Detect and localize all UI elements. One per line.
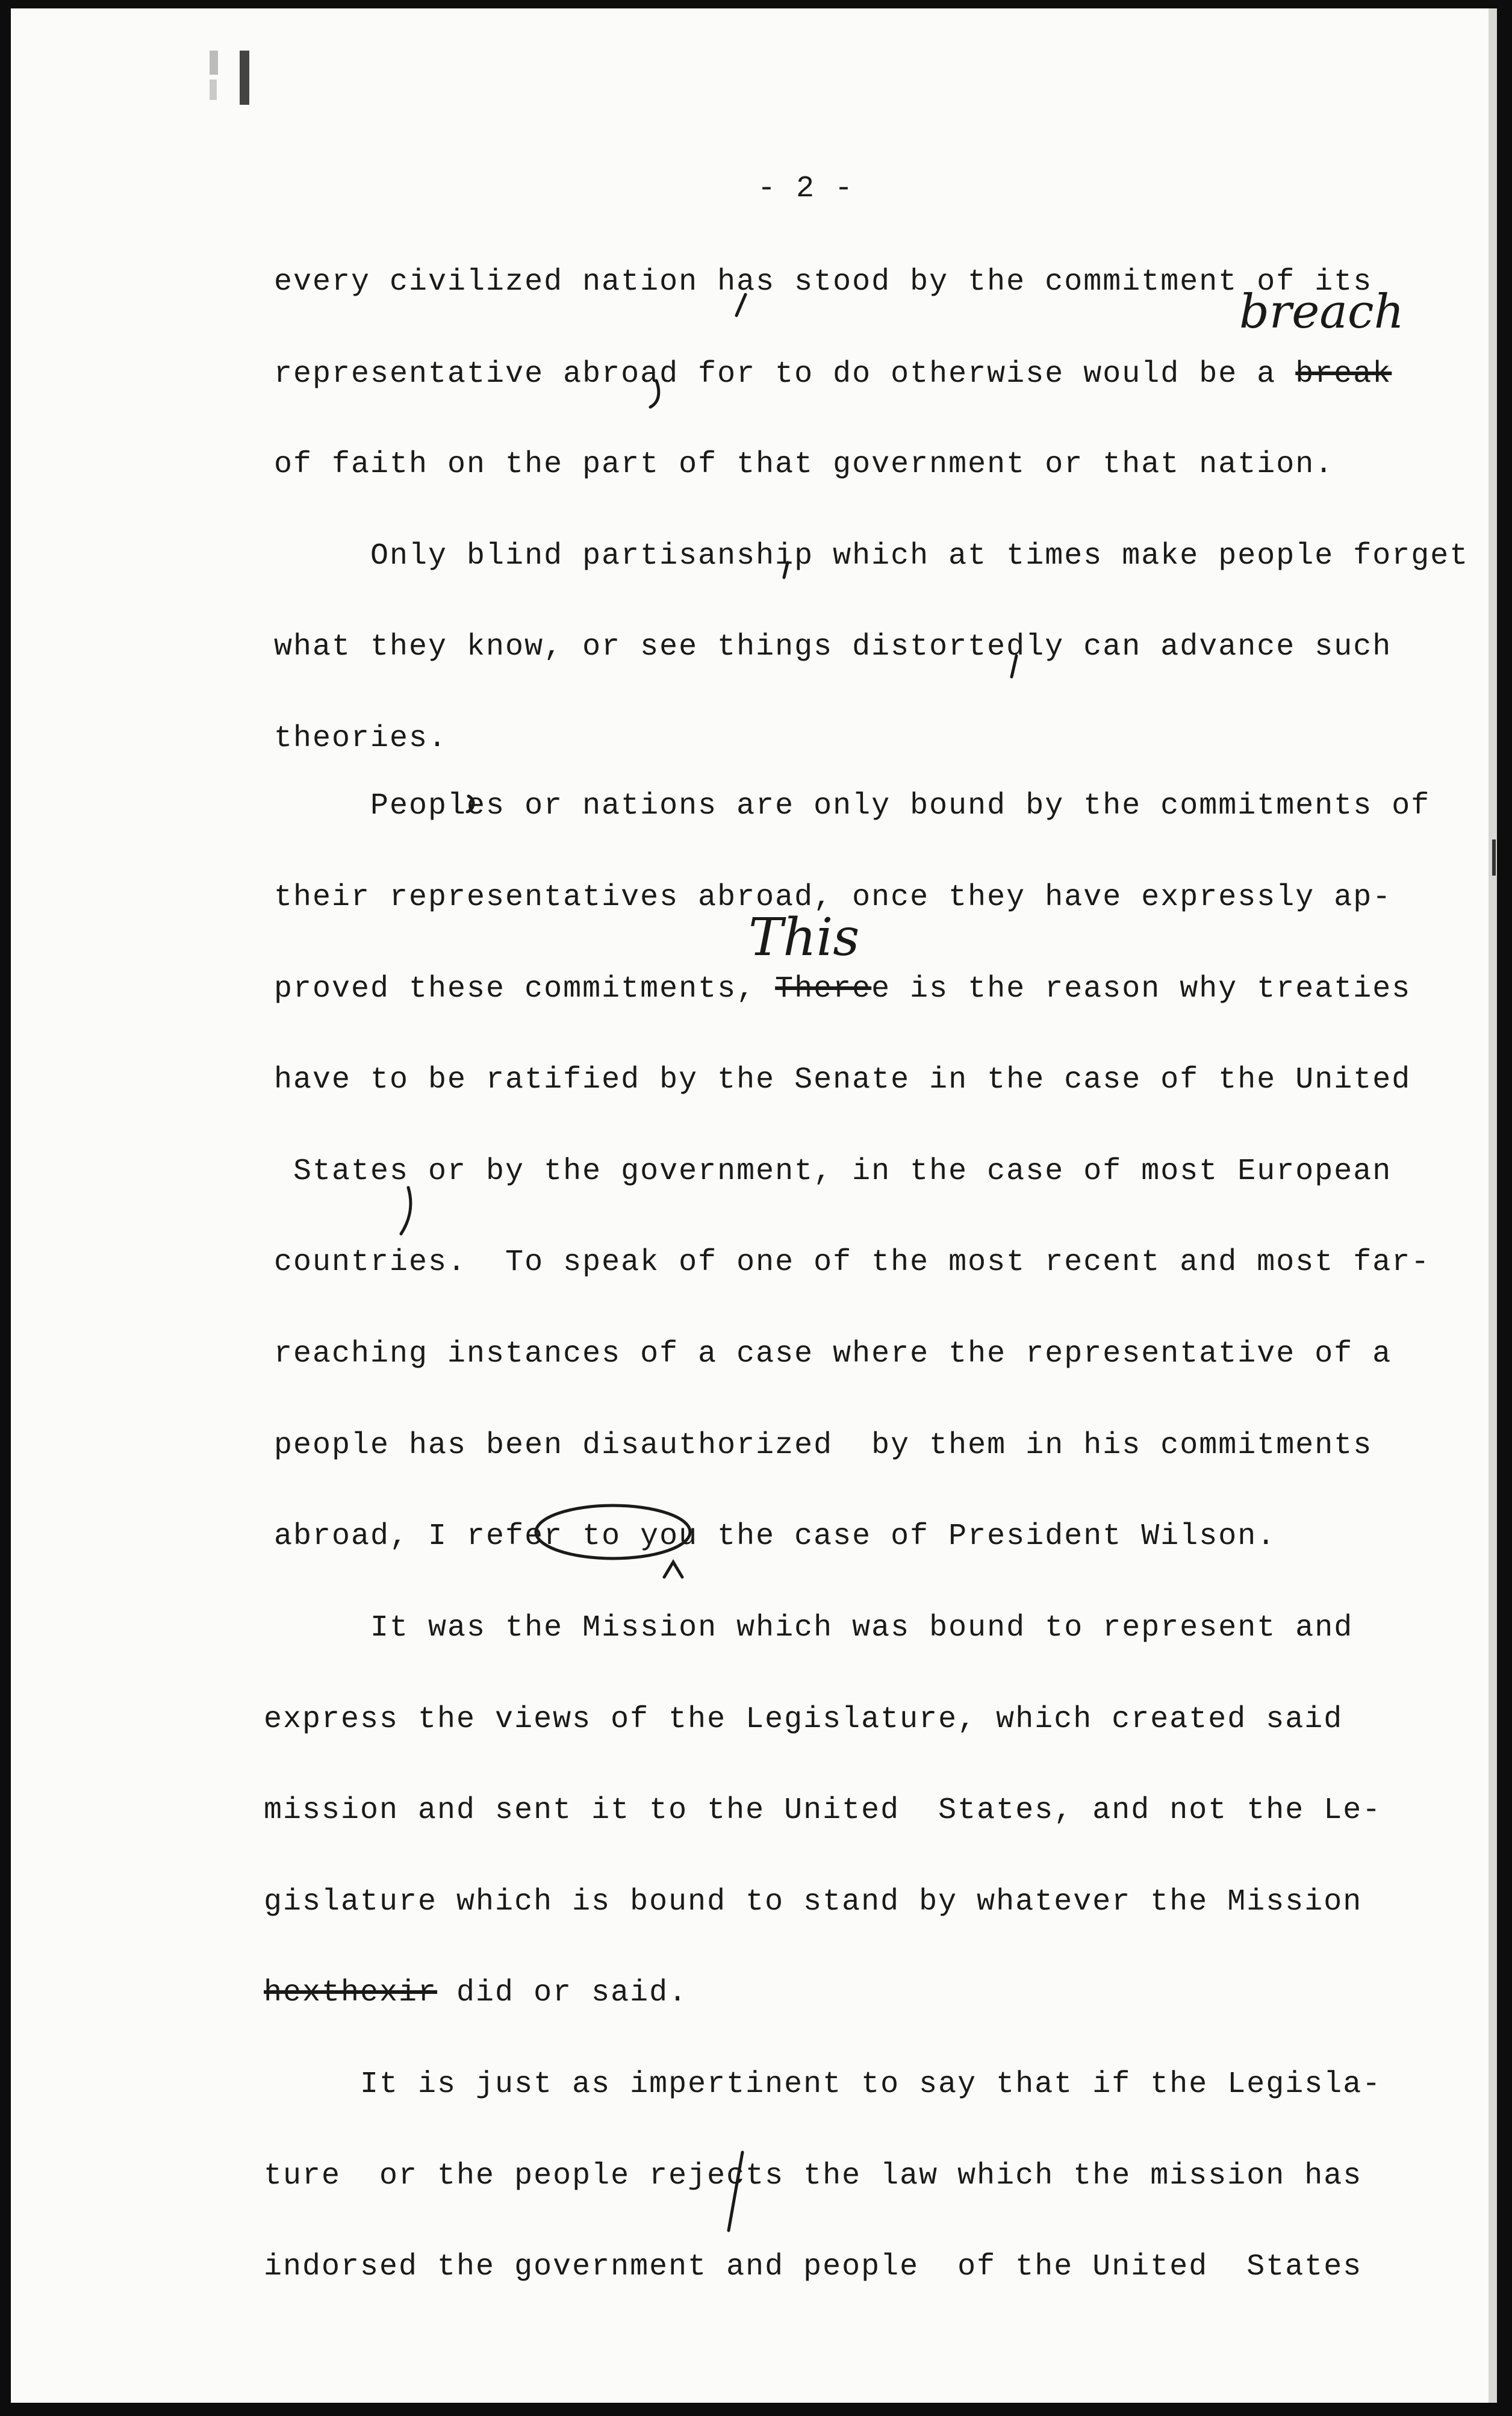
page-edge-mark — [1492, 839, 1496, 876]
text-line-21: It is just as impertinent to say that if the Legisla- — [264, 2067, 1382, 2102]
handwritten-this: This — [748, 908, 860, 968]
text-line-2 — [274, 357, 1392, 391]
struck-word-break: break — [1295, 357, 1392, 391]
text-line-17: express the views of the Legislature, which created said — [264, 1702, 1343, 1737]
text-line-19: gislature which is bound to stand by whatever the Mission — [264, 1885, 1363, 1919]
text-line-8: their representatives abroad, once they have expressly ap- — [274, 880, 1392, 915]
text-line-13: reaching instances of a case where the representative of a — [274, 1337, 1392, 1371]
handwritten-breach: breach — [1239, 285, 1404, 339]
text-line-1: every civilized nation has stood by the commitment of its — [274, 265, 1373, 299]
text-line-7: Peoples or nations are only bound by the commitments of — [274, 789, 1431, 823]
text-line-12: countries. To speak of one of the most recent and most far- — [274, 1245, 1431, 1280]
text-line-22: ture or the people rejects the law which the mission has — [264, 2159, 1363, 2193]
text-line-2-body: representative abroad for to do otherwise would be a — [274, 357, 1296, 391]
text-line-9-body: proved these commitments, — [274, 972, 776, 1006]
page-number: - 2 - — [758, 172, 854, 206]
text-line-4: Only blind partisanship which at times make people forget — [274, 539, 1469, 573]
text-line-11: States or by the government, in the case of most European — [274, 1154, 1392, 1189]
caret-mark-you — [664, 1562, 682, 1577]
text-line-10: have to be ratified by the Senate in the case of the United — [274, 1063, 1411, 1097]
binding-marks — [191, 51, 276, 111]
text-line-16: It was the Mission which was bound to represent and — [274, 1611, 1354, 1645]
struck-word-hexthexir: hexthexir — [264, 1976, 438, 2010]
text-line-9-tail: e is the reason why treaties — [871, 972, 1411, 1006]
text-line-20-body: did or said. — [437, 1976, 688, 2010]
text-line-6: theories. — [274, 721, 448, 756]
document-page — [11, 8, 1497, 2403]
text-line-20 — [264, 1978, 688, 2008]
text-line-9 — [274, 974, 1411, 1004]
text-line-14: people has been disauthorized by them in his commitments — [274, 1428, 1373, 1463]
text-line-23: indorsed the government and people of the United States — [264, 2250, 1363, 2284]
text-line-3: of faith on the part of that government or that nation. — [274, 447, 1334, 482]
text-line-15: abroad, I refer to you the case of President Wilson. — [274, 1519, 1277, 1554]
text-line-5: what they know, or see things distortedly can advance such — [274, 630, 1392, 664]
text-line-18: mission and sent it to the United States, and not the Le- — [264, 1793, 1382, 1828]
insert-mark-states — [401, 1188, 411, 1234]
struck-word-there: There — [775, 972, 872, 1006]
